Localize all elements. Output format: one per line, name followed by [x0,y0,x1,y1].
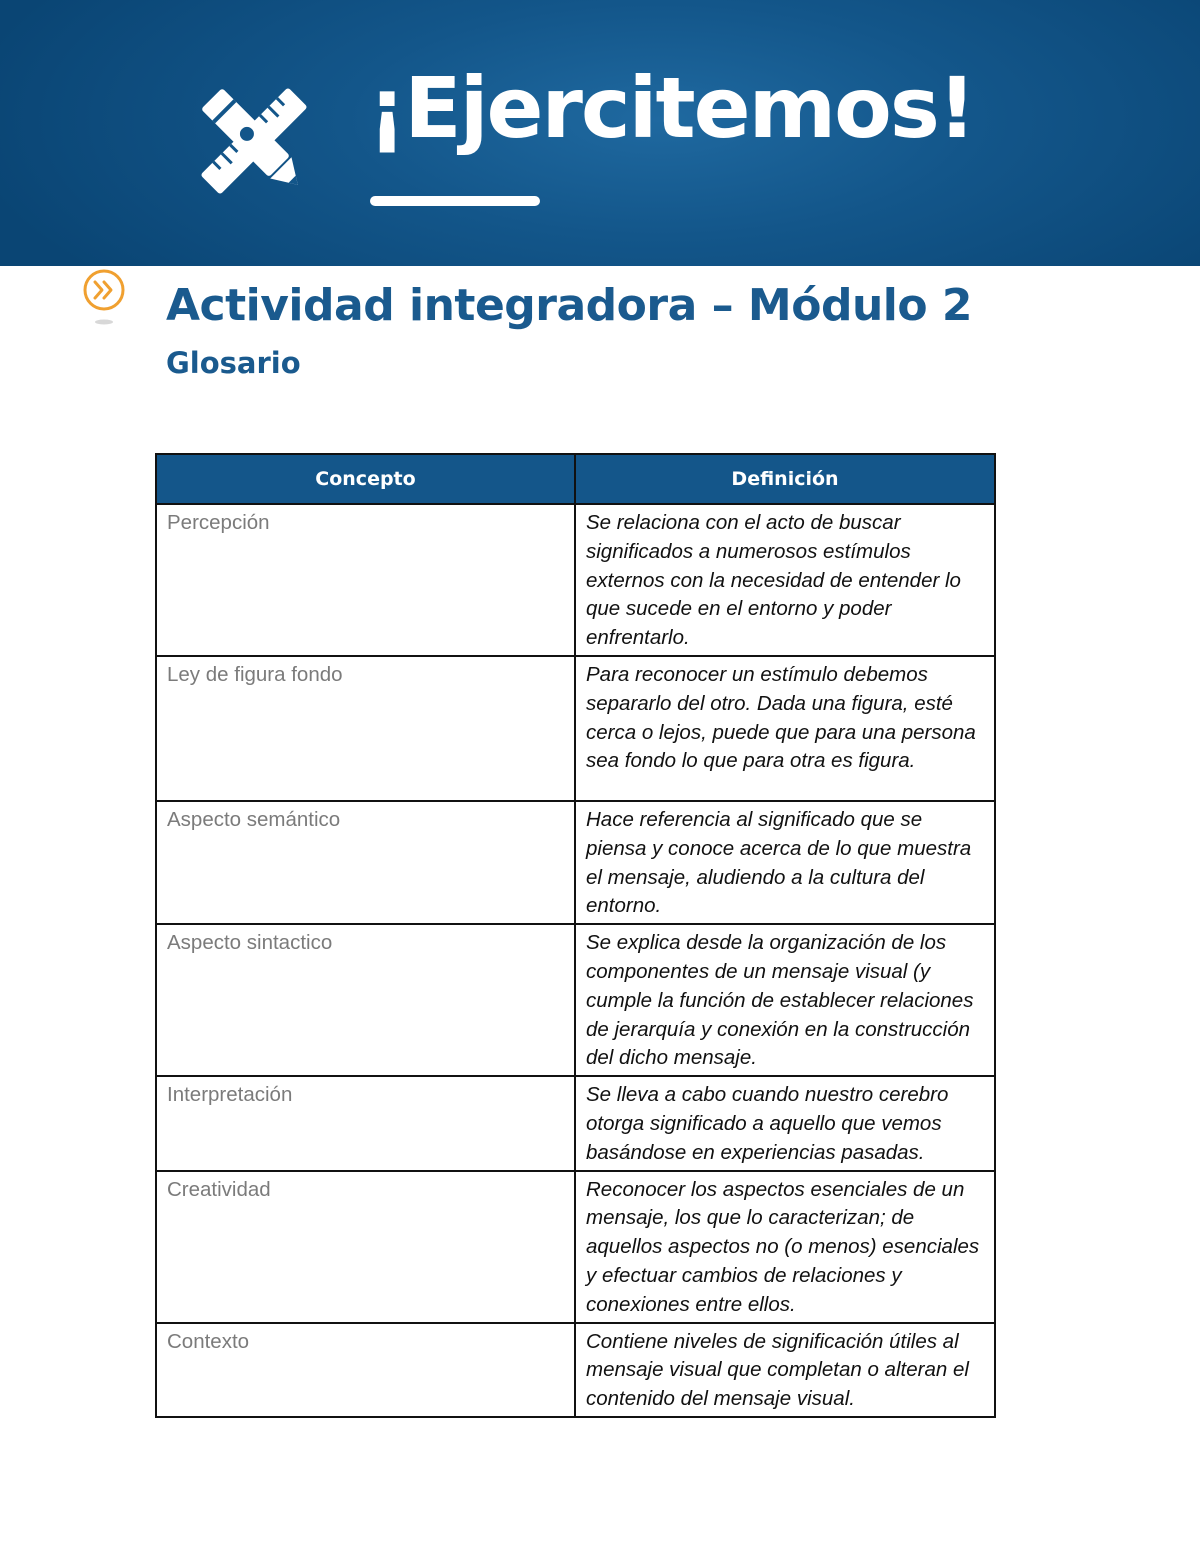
table-row [156,1323,995,1417]
definition-cell: Se relaciona con el acto de buscar significados a numerosos estímulos externos con la necesidad de entender lo que sucede en el entorno y poder enfrentarlo. [575,504,995,656]
page-title: Actividad integradora – Módulo 2 [166,280,973,331]
concept-cell: Interpretación [156,1076,575,1170]
table-row [156,656,995,801]
double-chevron-right-icon [80,268,128,328]
header-banner [0,0,1200,266]
concept-cell: Contexto [156,1323,575,1417]
concept-cell: Percepción [156,504,575,656]
banner-title: ¡Ejercitemos! [368,59,975,157]
glossary-table [155,453,996,1418]
definition-cell: Reconocer los aspectos esenciales de un mensaje, los que lo caracterizan; de aquellos aspectos no (o menos) esenciales y efectuar cambios de relaciones y conexiones entre ellos. [575,1171,995,1323]
table-row [156,924,995,1076]
page-subtitle: Glosario [166,346,301,380]
concept-cell: Aspecto semántico [156,801,575,924]
table-row [156,1171,995,1323]
table-header-row [156,454,995,504]
definition-cell: Se lleva a cabo cuando nuestro cerebro otorga significado a aquello que vemos basándose en experiencias pasadas. [575,1076,995,1170]
concept-cell: Ley de figura fondo [156,656,575,801]
column-header-concepto: Concepto [156,454,575,504]
concept-cell: Creatividad [156,1171,575,1323]
banner-underline [370,196,540,206]
concept-cell: Aspecto sintactico [156,924,575,1076]
column-header-definicion: Definición [575,454,995,504]
table-row [156,504,995,656]
definition-cell: Contiene niveles de significación útiles al mensaje visual que completan o alteran el contenido del mensaje visual. [575,1323,995,1417]
definition-cell: Hace referencia al significado que se piensa y conoce acerca de lo que muestra el mensaje, aludiendo a la cultura del entorno. [575,801,995,924]
table-row [156,801,995,924]
definition-cell: Se explica desde la organización de los componentes de un mensaje visual (y cumple la función de establecer relaciones de jerarquía y conexión en la construcción del dicho mensaje. [575,924,995,1076]
definition-cell: Para reconocer un estímulo debemos separarlo del otro. Dada una figura, esté cerca o lejos, puede que para una persona sea fondo lo que para otra es figura. [575,656,995,801]
table-row [156,1076,995,1170]
pencil-ruler-tools-icon [198,82,310,200]
